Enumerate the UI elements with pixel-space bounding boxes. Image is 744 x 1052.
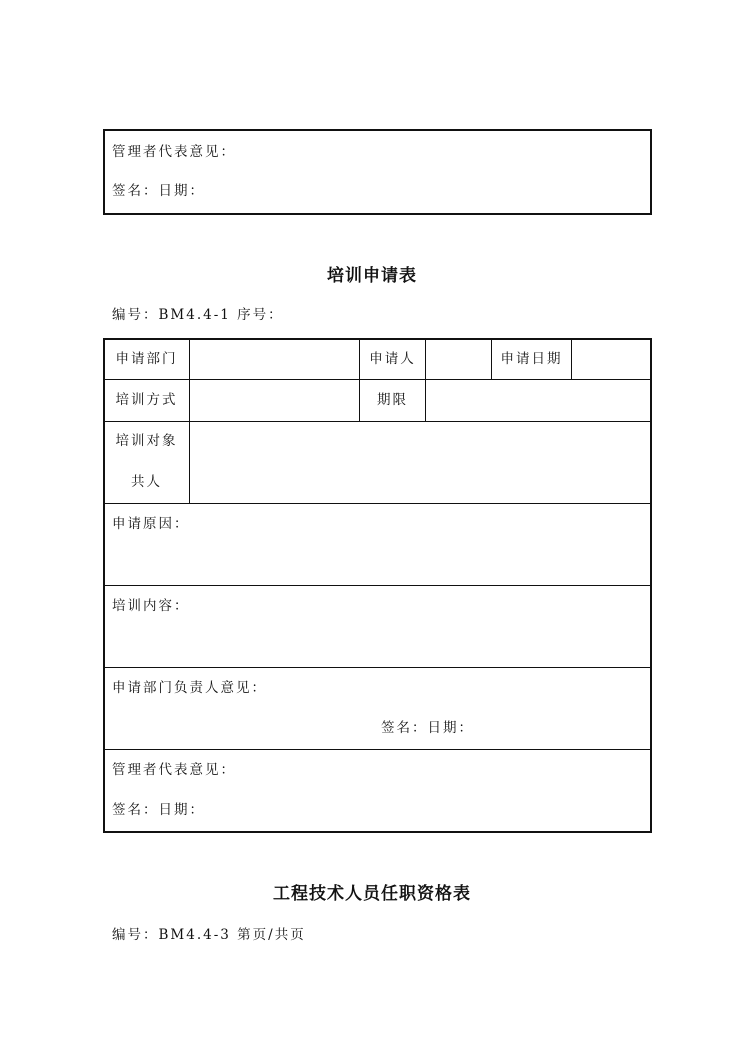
row-divider xyxy=(104,379,651,380)
period-label: 期限 xyxy=(377,392,408,408)
applicant-label: 申请人 xyxy=(369,351,416,367)
content-label: 培训内容： xyxy=(112,598,190,614)
reason-input[interactable] xyxy=(104,535,650,583)
method-label: 培训方式 xyxy=(115,392,178,408)
count-label: 共人 xyxy=(131,474,162,490)
method-input[interactable] xyxy=(190,381,359,421)
training-form-code-line: 编号：BM4.4-1 序号： xyxy=(112,307,284,323)
row-divider xyxy=(104,585,651,586)
top-sign-date-label: 签名：日期： xyxy=(112,183,205,199)
dept-head-opinion-label: 申请部门负责人意见： xyxy=(112,680,267,696)
dept-input[interactable] xyxy=(190,340,359,379)
row-divider xyxy=(104,503,651,504)
target-input[interactable] xyxy=(190,422,650,503)
period-input[interactable] xyxy=(426,381,650,421)
top-opinion-box xyxy=(103,129,652,215)
training-form-title: 培训申请表 xyxy=(327,266,417,286)
content-input[interactable] xyxy=(104,617,650,665)
mgr-opinion-label: 管理者代表意见： xyxy=(112,762,236,778)
dept-head-sign-label: 签名：日期： xyxy=(381,720,474,736)
apply-date-label: 申请日期 xyxy=(500,351,563,367)
top-mgr-opinion-label: 管理者代表意见： xyxy=(112,144,236,160)
mgr-sign-label: 签名：日期： xyxy=(112,802,205,818)
apply-date-input[interactable] xyxy=(572,340,650,379)
tech-form-title: 工程技术人员任职资格表 xyxy=(273,884,471,904)
row-divider xyxy=(104,667,651,668)
row-divider xyxy=(104,749,651,750)
tech-form-code-line: 编号：BM4.4-3 第页/共页 xyxy=(112,927,306,943)
target-label: 培训对象 xyxy=(115,433,178,449)
dept-label: 申请部门 xyxy=(115,351,178,367)
applicant-input[interactable] xyxy=(426,340,491,379)
reason-label: 申请原因： xyxy=(112,516,190,532)
